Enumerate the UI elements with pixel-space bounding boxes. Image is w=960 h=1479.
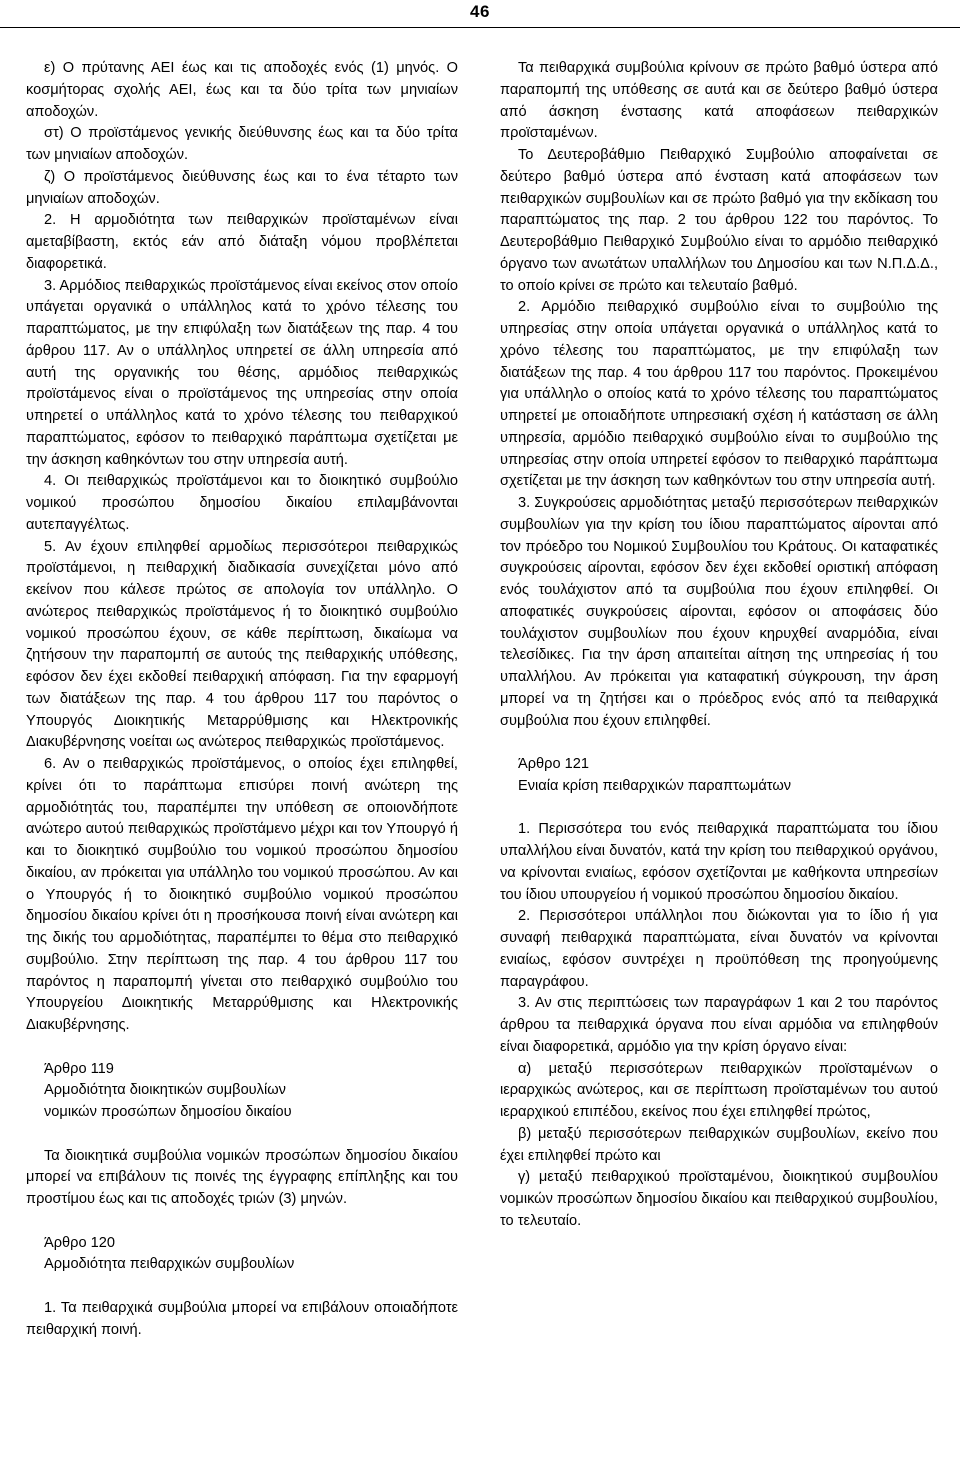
article-120-number: Άρθρο 120: [44, 1234, 115, 1251]
spacer: [26, 1124, 458, 1146]
paragraph: α) μεταξύ περισσότερων πειθαρχικών προϊσταμένων ο ιεραρχικώς ανώτερος, και σε περίπτωση προϊσταμένων του αυτού ιεραρχικού επιπέδου, εκείνος που έχει επιληφθεί πρώτος,: [500, 1060, 938, 1120]
paragraph: Τα πειθαρχικά συμβούλια κρίνουν σε πρώτο βαθμό ύστερα από παραπομπή της υπόθεσης σε αυτά και σε δεύτερο βαθμό ύστερα από άσκηση ένστασης κατά αποφάσεων πειθαρχικών προϊσταμένων.: [500, 60, 938, 142]
article-119-title-line1: Αρμοδιότητα διοικητικών συμβουλίων: [44, 1082, 286, 1099]
paragraph: Το Δευτεροβάθμιο Πειθαρχικό Συμβούλιο αποφαίνεται σε δεύτερο βαθμό ύστερα από ένσταση κατά αποφάσεων των πειθαρχικών συμβουλίων και σε πρώτο βαθμό για την εκδίκαση του παραπτώματος της παρ. 2 του άρθρου 122 του παρόντος. Το Δευτεροβάθμιο Πειθαρχικό Συμβούλιο είναι το αρμόδιο πειθαρχικό όργανο των ανωτάτων υπαλλήλων του Δημοσίου και των Ν.Π.Δ.Δ., το οποίο κρίνει σε πρώτο και τελευταίο βαθμό.: [500, 147, 938, 294]
spacer: [26, 1037, 458, 1059]
paragraph: 4. Οι πειθαρχικώς προϊστάμενοι και το διοικητικό συμβούλιο νομικού προσώπου δημοσίου δικαίου επιλαμβάνονται αυτεπαγγέλτως.: [26, 473, 458, 533]
article-119-title-line2: νομικών προσώπων δημοσίου δικαίου: [44, 1104, 292, 1120]
paragraph: 3. Συγκρούσεις αρμοδιότητας μεταξύ περισσότερων πειθαρχικών συμβουλίων για την κρίση του ίδιου παραπτώματος αίρονται από τον πρόεδρο του Νομικού Συμβουλίου του Κράτους. Οι καταφατικές συγκρούσεις αίρονται, εφόσον δεν έχει εκδοθεί οριστική απόφαση ενός τουλάχιστον από τα συμβούλια που έχουν επιληφθεί. Οι αποφατικές συγκρούσεις αίρονται, εφόσον οι αποφάσεις δύο τουλάχιστον συμβουλίων που έχουν κηρυχθεί αναρμόδια, είναι τελεσίδικες. Για την άρση απαιτείται αίτηση της υπηρεσίας ή του υπαλλήλου. Αν πρόκειται για καταφατική σύγκρουση, την άρση μπορεί να τη ζητήσει και ο πρόεδρος ενός από τα πειθαρχικά συμβούλια που έχουν επιληφθεί.: [500, 495, 938, 729]
paragraph: στ) Ο προϊστάμενος γενικής διεύθυνσης έως και τα δύο τρίτα των μηνιαίων αποδοχών.: [26, 125, 458, 163]
paragraph: β) μεταξύ περισσότερων πειθαρχικών συμβουλίων, εκείνο που έχει επιληφθεί πρώτο και: [500, 1125, 938, 1164]
spacer: [500, 798, 938, 820]
article-119-body: Τα διοικητικά συμβούλια νομικών προσώπων δημοσίου δικαίου μπορεί να επιβάλουν τις ποινές της έγγραφης επίπληξης και του προστίμου έως και τις αποδοχές τριών (3) μηνών.: [26, 1147, 458, 1207]
left-column: [26, 58, 458, 1341]
article-120-body: 1. Τα πειθαρχικά συμβούλια μπορεί να επιβάλουν οποιαδήποτε πειθαρχική ποινή.: [26, 1299, 458, 1338]
paragraph: 3. Αρμόδιος πειθαρχικώς προϊστάμενος είναι εκείνος στον οποίο υπάγεται οργανικά ο υπάλληλος κατά το χρόνο τέλεσης του παραπτώματος, με την επιφύλαξη των διατάξεων της παρ. 4 του άρθρου 117. Αν ο υπάλληλος υπηρετεί σε άλλη υπηρεσία από αυτή της οργανικής του θέσης, αρμόδιος πειθαρχικώς προϊστάμενος είναι ο προϊστάμενος της υπηρεσίας στην οποία υπηρετεί ο υπάλληλος κατά το χρόνο τέλεσης του πειθαρχικού παραπτώματος, εφόσον το πειθαρχικό παράπτωμα σχετίζεται με την άσκηση καθηκόντων του στην υπηρεσία αυτή.: [26, 277, 458, 468]
article-121-title: Ενιαία κρίση πειθαρχικών παραπτωμάτων: [518, 777, 792, 794]
paragraph: ε) Ο πρύτανης ΑΕΙ έως και τις αποδοχές ενός (1) μηνός. Ο κοσμήτορας σχολής ΑΕΙ, έως και τα δύο τρίτα των μηνιαίων αποδοχών.: [26, 60, 458, 120]
paragraph: ζ) Ο προϊστάμενος διεύθυνσης έως και το ένα τέταρτο των μηνιαίων αποδοχών.: [26, 168, 458, 207]
paragraph: 6. Αν ο πειθαρχικώς προϊστάμενος, ο οποίος έχει επιληφθεί, κρίνει ότι το παράπτωμα επισύρει ποινή ανώτερη της αρμοδιότητάς του, παραπέμπει την υπόθεση σε οποιονδήποτε ανώτερο αυτού πειθαρχικώς προϊστάμενο μέχρι και τον Υπουργό ή και το διοικητικό συμβούλιο του νομικού προσώπου δημοσίου δικαίου, αν πρόκειται για υπάλληλο του νομικού προσώπου. Αν και ο Υπουργός ή το διοικητικό συμβούλιο νομικού προσώπου δημοσίου δικαίου κρίνει ότι η προσήκουσα ποινή είναι ανώτερη και της δικής του αρμοδιότητας, παραπέμπει το θέμα στο πειθαρχικό συμβούλιο. Στην περίπτωση της παρ. 4 του άρθρου 117 του παρόντος η παραπομπή γίνεται στο πειθαρχικό συμβούλιο του Υπουργείου Διοικητικής Μεταρρύθμισης και Ηλεκτρονικής Διακυβέρνησης.: [26, 756, 458, 1033]
article-120-title: Αρμοδιότητα πειθαρχικών συμβουλίων: [44, 1256, 295, 1273]
right-column: [500, 58, 938, 1233]
page-number: 46: [470, 2, 490, 21]
paragraph: 3. Αν στις περιπτώσεις των παραγράφων 1 και 2 του παρόντος άρθρου τα πειθαρχικά όργανα που είναι αρμόδια να επιληφθούν είναι διαφορετικά, αρμόδιο για την κρίση όργανο είναι:: [500, 995, 938, 1055]
paragraph: 2. Περισσότεροι υπάλληλοι που διώκονται για το ίδιο ή για συναφή πειθαρχικά παραπτώματα, είναι δυνατόν να κρίνονται ενιαίως, εφόσον συντρέχει η προϋπόθεση της προηγούμενης παραγράφου.: [500, 908, 938, 990]
paragraph: 5. Αν έχουν επιληφθεί αρμοδίως περισσότεροι πειθαρχικώς προϊστάμενοι, η πειθαρχική διαδικασία συνεχίζεται μόνο από εκείνον που κάλεσε πρώτος σε απολογία τον υπάλληλο. Ο ανώτερος πειθαρχικώς προϊστάμενος ή το διοικητικό συμβούλιο νομικού προσώπου έχουν, σε κάθε περίπτωση, δικαίωμα να ζητήσουν την παραπομπή σε αυτούς της πειθαρχικής υπόθεσης, εφόσον δεν έχει εκδοθεί πειθαρχική απόφαση. Για την εφαρμογή των διατάξεων της παρ. 4 του άρθρου 117 του παρόντος ο Υπουργός Διοικητικής Μεταρρύθμισης και Ηλεκτρονικής Διακυβέρνησης νοείται ως ανώτερος πειθαρχικώς προϊστάμενος.: [26, 538, 458, 751]
spacer: [26, 1276, 458, 1298]
spacer: [500, 732, 938, 754]
paragraph: γ) μεταξύ πειθαρχικού προϊσταμένου, διοικητικού συμβουλίου νομικών προσώπων δημοσίου δικαίου και πειθαρχικού συμβουλίου, το τελευταίο.: [500, 1169, 938, 1229]
paragraph: 2. Αρμόδιο πειθαρχικό συμβούλιο είναι το συμβούλιο της υπηρεσίας στην οποία υπάγεται οργανικά ο υπάλληλος κατά το χρόνο τέλεσης του παραπτώματος, με την επιφύλαξη των διατάξεων της παρ. 4 του άρθρου 117 του παρόντος. Προκειμένου για υπάλληλο ο οποίος κατά το χρόνο τέλεσης του παραπτώματος υπηρετεί με οποιαδήποτε υπηρεσιακή σχέση ή κατάσταση σε άλλη υπηρεσία, αρμόδιο πειθαρχικό συμβούλιο είναι το συμβούλιο της υπηρεσίας στην οποία υπηρετεί εφόσον το πειθαρχικό παράπτωμα σχετίζεται με την άσκηση των καθηκόντων του στην υπηρεσία αυτή.: [500, 299, 938, 490]
paragraph: 1. Περισσότερα του ενός πειθαρχικά παραπτώματα του ίδιου υπαλλήλου είναι δυνατόν, κατά την κρίση του πειθαρχικού οργάνου, να κρίνονται ενιαίως, εφόσον σχετίζονται με καθήκοντα υπηρεσίων του ίδιου υπουργείου ή νομικού προσώπου δημοσίου δικαίου.: [500, 821, 938, 903]
header-rule: [0, 27, 960, 28]
article-121-number: Άρθρο 121: [518, 756, 589, 772]
paragraph: 2. Η αρμοδιότητα των πειθαρχικών προϊσταμένων είναι αμεταβίβαστη, εκτός εάν από διάταξη νόμου προβλέπεται διαφορετικά.: [26, 212, 458, 272]
spacer: [26, 1211, 458, 1233]
article-119-number: Άρθρο 119: [44, 1060, 114, 1077]
